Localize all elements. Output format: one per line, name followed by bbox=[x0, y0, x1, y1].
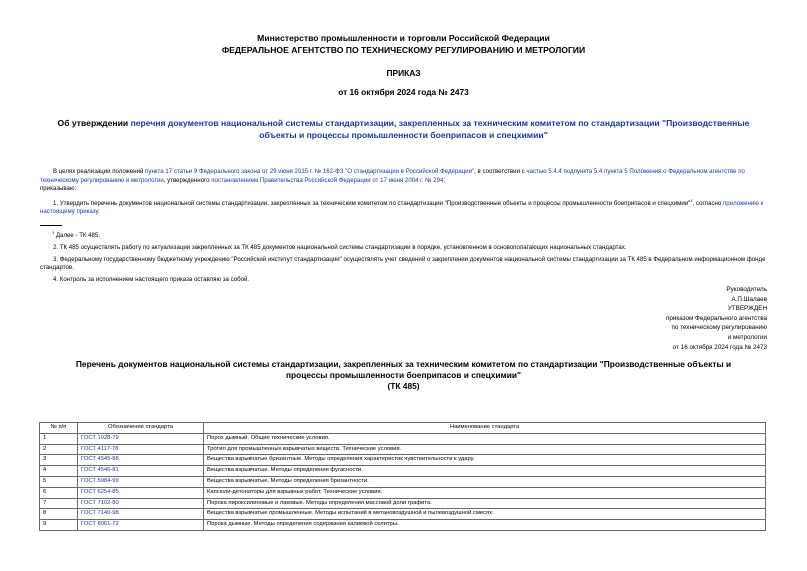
approval-line-2: приказом Федерального агентства bbox=[665, 314, 767, 322]
header-code: Обозначение стандарта bbox=[78, 423, 204, 434]
row-number: 7 bbox=[40, 498, 78, 509]
row-standard-name: Вещества взрывчатые. Методы определения фугасности. bbox=[204, 466, 766, 477]
row-code-cell bbox=[78, 466, 204, 477]
table-row bbox=[40, 476, 766, 487]
row-number: 9 bbox=[40, 520, 78, 531]
row-number: 2 bbox=[40, 444, 78, 455]
header-name: Наименование стандарта bbox=[204, 423, 766, 434]
signature-role: Руководитель bbox=[726, 286, 767, 293]
doc-date-number: от 16 октября 2024 года № 2473 bbox=[338, 87, 469, 97]
preamble-text-3: , утвержденного bbox=[163, 176, 212, 184]
row-code-cell bbox=[78, 520, 204, 531]
approval-line-5: от 16 октября 2024 года № 2473 bbox=[672, 343, 767, 351]
title-prefix: Об утверждении bbox=[57, 118, 131, 128]
table-row bbox=[40, 444, 766, 455]
table-row bbox=[40, 520, 766, 531]
signature-block bbox=[666, 285, 767, 352]
standard-code-link[interactable]: ГОСТ 5984-99 bbox=[81, 478, 119, 485]
row-standard-name: Порока дымные. Методы определения содержания калиевой селитры. bbox=[204, 520, 766, 531]
table-row bbox=[40, 455, 766, 466]
row-number: 8 bbox=[40, 509, 78, 520]
table-body bbox=[40, 433, 766, 530]
row-number: 4 bbox=[40, 466, 78, 477]
document-title bbox=[40, 118, 767, 141]
order-items bbox=[40, 244, 767, 284]
item-1-text-2: , согласно bbox=[692, 199, 723, 207]
doc-type: ПРИКАЗ bbox=[386, 68, 421, 78]
header-number: № п/п bbox=[40, 423, 78, 434]
agency-name: ФЕДЕРАЛЬНОЕ АГЕНТСТВО ПО ТЕХНИЧЕСКОМУ РЕГУЛИРОВАНИЮ И МЕТРОЛОГИИ bbox=[221, 45, 586, 55]
row-code-cell bbox=[78, 444, 204, 455]
row-standard-name: Капсюли-детонаторы для взрывных работ. Технические условия. bbox=[204, 487, 766, 498]
preamble-paragraph bbox=[40, 168, 767, 185]
list-title-line-2: процессы промышленности боеприпасов и спецхимии" bbox=[285, 370, 521, 380]
footnote-ref[interactable]: 1 bbox=[690, 197, 693, 203]
item-1 bbox=[40, 197, 767, 217]
item-1-text-3: . bbox=[97, 208, 100, 216]
row-standard-name: Порох дымный. Общие технические условия. bbox=[204, 433, 766, 444]
approval-line-3: по техническому регулированию bbox=[671, 324, 767, 332]
row-code-cell bbox=[78, 487, 204, 498]
row-code-cell bbox=[78, 476, 204, 487]
standard-code-link[interactable]: ГОСТ 6254-85 bbox=[81, 488, 119, 495]
standard-code-link[interactable]: ГОСТ 4545-88 bbox=[81, 456, 119, 463]
footnote-divider bbox=[40, 225, 62, 226]
standard-code-link[interactable]: ГОСТ 8061-72 bbox=[81, 521, 119, 528]
item-2: 2. ТК 485 осуществлять работу по актуализации закрепленных за ТК 485 документов национальной системы стандартизации в порядке, установленном в основополагающих национальных стандартах. bbox=[53, 244, 627, 251]
appendix-link[interactable]: приложению к настоящему приказу bbox=[40, 199, 764, 216]
table-row bbox=[40, 466, 766, 477]
list-title bbox=[40, 359, 767, 392]
ministry-name: Министерство промышленности и торговли Российской Федерации bbox=[257, 33, 550, 43]
row-standard-name: Порока пироксилиновые и лаковые. Методы определения массовой доли графита. bbox=[204, 498, 766, 509]
regulation-link[interactable]: частью 5.4.4 подпункта 5.4 пункта 5 Положения о Федеральном агентстве по техническому регулированию и метрологии bbox=[40, 168, 745, 184]
standard-code-link[interactable]: ГОСТ 1028-79 bbox=[81, 434, 119, 441]
row-code-cell bbox=[78, 433, 204, 444]
preamble bbox=[40, 168, 767, 217]
standard-code-link[interactable]: ГОСТ 7102-80 bbox=[81, 499, 119, 506]
preamble-text-4: ; bbox=[443, 176, 446, 184]
row-standard-name: Вещества взрывчатые промышленные. Методы испытаний в метановоздушной и пылевоздушной смесях. bbox=[204, 509, 766, 520]
footnote-mark: 1 bbox=[52, 230, 55, 235]
preamble-text-1: В целях реализации положений bbox=[53, 168, 146, 175]
row-code-cell bbox=[78, 509, 204, 520]
row-code-cell bbox=[78, 455, 204, 466]
item-4: 4. Контроль за исполнением настоящего приказа оставляю за собой. bbox=[53, 275, 250, 283]
footnote-text: Далее - ТК 485. bbox=[54, 232, 101, 240]
standards-table bbox=[39, 422, 766, 531]
row-number: 3 bbox=[40, 455, 78, 466]
standard-code-link[interactable]: ГОСТ 7140-98 bbox=[81, 510, 119, 517]
row-standard-name: Тротил для промышленных взрывчатых веществ. Технические условия. bbox=[204, 444, 766, 455]
row-code-cell bbox=[78, 498, 204, 509]
government-decree-link[interactable]: постановлением Правительства Российской Федерации от 17 июня 2004 г. № 294 bbox=[211, 176, 444, 184]
table-row bbox=[40, 487, 766, 498]
row-number: 5 bbox=[40, 476, 78, 487]
row-standard-name: Вещества взрывчатые бризантные. Методы определения характеристик чувствительности к удару. bbox=[204, 455, 766, 466]
standard-code-link[interactable]: ГОСТ 4546-81 bbox=[81, 467, 119, 474]
row-number: 1 bbox=[40, 433, 78, 444]
signature-name: А.П.Шалаев bbox=[731, 295, 767, 303]
title-link[interactable]: перечня документов национальной системы стандартизации, закрепленных за техническим комитетом по стандартизации "Производственные объекты и процессы промышленности боеприпасов и спецхимии" bbox=[130, 118, 750, 140]
item-3: 3. Федеральному государственному бюджетному учреждению "Российский институт стандартизации" осуществлять учет сведений о закреплении документов национальной системы стандартизации за ТК 485 в Федеральном информационном фонде стандартов. bbox=[40, 255, 766, 272]
table-row bbox=[40, 498, 766, 509]
law-link[interactable]: пункта 17 статьи 9 Федерального закона от 29 июня 2015 г. № 162-ФЗ "О стандартизации в Российской Федерации" bbox=[145, 168, 475, 175]
list-title-line-1: Перечень документов национальной системы стандартизации, закрепленных за техническим комитетом по стандартизации "Производственные объекты и bbox=[75, 359, 732, 369]
approval-line-4: и метрологии bbox=[727, 333, 767, 341]
table-row bbox=[40, 509, 766, 520]
table-header-row bbox=[40, 423, 766, 434]
table-row bbox=[40, 433, 766, 444]
preamble-text-2: , в соответствии с bbox=[474, 168, 527, 175]
row-number: 6 bbox=[40, 487, 78, 498]
footnote bbox=[40, 229, 767, 241]
approval-heading: УТВЕРЖДЕН bbox=[727, 305, 767, 313]
row-standard-name: Вещества взрывчатые. Методы определения бризантности. bbox=[204, 476, 766, 487]
item-1-text: 1. Утвердить перечень документов национальной системы стандартизации, закрепленных за техническим комитетом по стандартизации "Производственные объекты и процессы промышленности боеприпасов и спецхимии" bbox=[53, 199, 691, 207]
order-word: приказываю: bbox=[40, 185, 77, 193]
list-title-line-3: (ТК 485) bbox=[387, 381, 420, 391]
standard-code-link[interactable]: ГОСТ 4117-78 bbox=[81, 445, 119, 452]
